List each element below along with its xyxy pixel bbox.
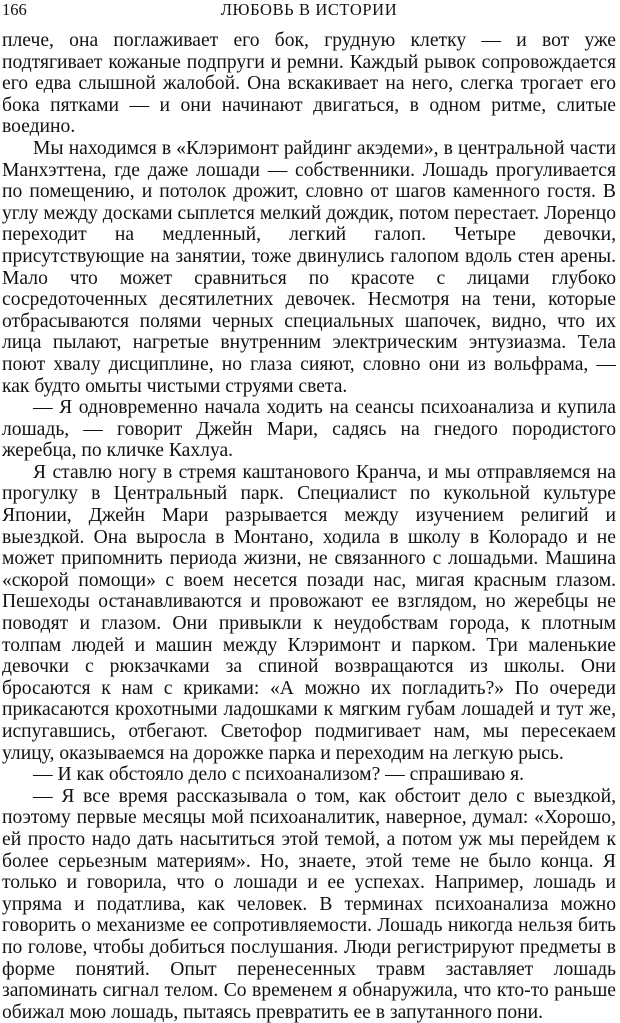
running-title: ЛЮБОВЬ В ИСТОРИИ [220,0,398,19]
paragraph: — Я все время рассказывала о том, как обстоит дело с выездкой, поэтому первые месяцы мой психоаналитик, наверное, думал: «Хорошо, ей просто надо дать насытиться этой темой, а потом уж мы перейдем к более серьезным материям». Но, знаете, этой теме не было конца. Я только и говорила, что о лошади и ее успехах. Например, лошадь и упряма и податлива, как человек. В терминах психоанализа можно говорить о механизме ее сопротивляемости. Лошадь никогда нельзя бить по голове, чтобы добиться послушания. Люди регистрируют предметы в форме понятий. Опыт перенесенных травм заставляет лошадь запоминать сигнал телом. Со временем я обнаружила, что кто-то раньше обижал мою лошадь, пытаясь превратить ее в запутанного пони. [2,785,616,1023]
paragraph: плече, она поглаживает его бок, грудную клетку — и вот уже подтягивает кожаные подпруги и ремни. Каждый рывок сопровождается его едва слышной жалобой. Она вскакивает на него, слегка трогает его бока пятками — и они начинают двигаться, в одном ритме, слитые воедино. [2,30,616,138]
body-text [2,30,616,1023]
paragraph: Я ставлю ногу в стремя каштанового Кранча, и мы отправляемся на прогулку в Центральный парк. Специалист по кукольной культуре Японии, Джейн Мари разрывается между изучением религий и выездкой. Она выросла в Монтано, ходила в школу в Колорадо и не может припомнить периода жизни, не связанного с лошадьми. Машина «скорой помощи» с воем несется позади нас, мигая красным глазом. Пешеходы останавливаются и провожают ее взглядом, но жеребцы не поводят и глазом. Они привыкли к неудобствам города, к плотным толпам людей и машин между Клэримонт и парком. Три маленькие девочки с рюкзачками за спиной возвращаются из школы. Они бросаются к нам с криками: «А можно их погладить?» По очереди прикасаются крохотными ладошками к мягким губам лошадей и тут же, испугавшись, отбегают. Светофор подмигивает нам, мы пересекаем улицу, оказываемся на дорожке парка и переходим на легкую рысь. [2,461,616,764]
running-head [2,0,616,22]
paragraph: — И как обстояло дело с психоанализом? — спрашиваю я. [33,764,525,786]
paragraph: — Я одновременно начала ходить на сеансы психоанализа и купила лошадь, — говорит Джейн Мари, садясь на гнедого породистого жеребца, по кличке Кахлуа. [2,397,616,462]
page-number: 166 [2,0,27,19]
paragraph: Мы находимся в «Клэримонт райдинг акэдеми», в центральной части Манхэттена, где даже лошади — собственники. Лошадь прогуливается по помещению, и потолок дрожит, словно от шагов каменного гостя. В углу между досками сыплется мелкий дождик, потом перестает. Лоренцо переходит на медленный, легкий галоп. Четыре девочки, присутствующие на занятии, тоже двинулись галопом вдоль стен арены. Мало что может сравниться по красоте с лицами глубоко сосредоточенных десятилетних девочек. Несмотря на тени, которые отбрасываются полями черных специальных шапочек, видно, что их лица пылают, нагретые внутренним электрическим энтузиазма. Тела поют хвалу дисциплине, но глаза сияют, словно они из вольфрама, — как будто омыты чистыми струями света. [2,137,616,397]
